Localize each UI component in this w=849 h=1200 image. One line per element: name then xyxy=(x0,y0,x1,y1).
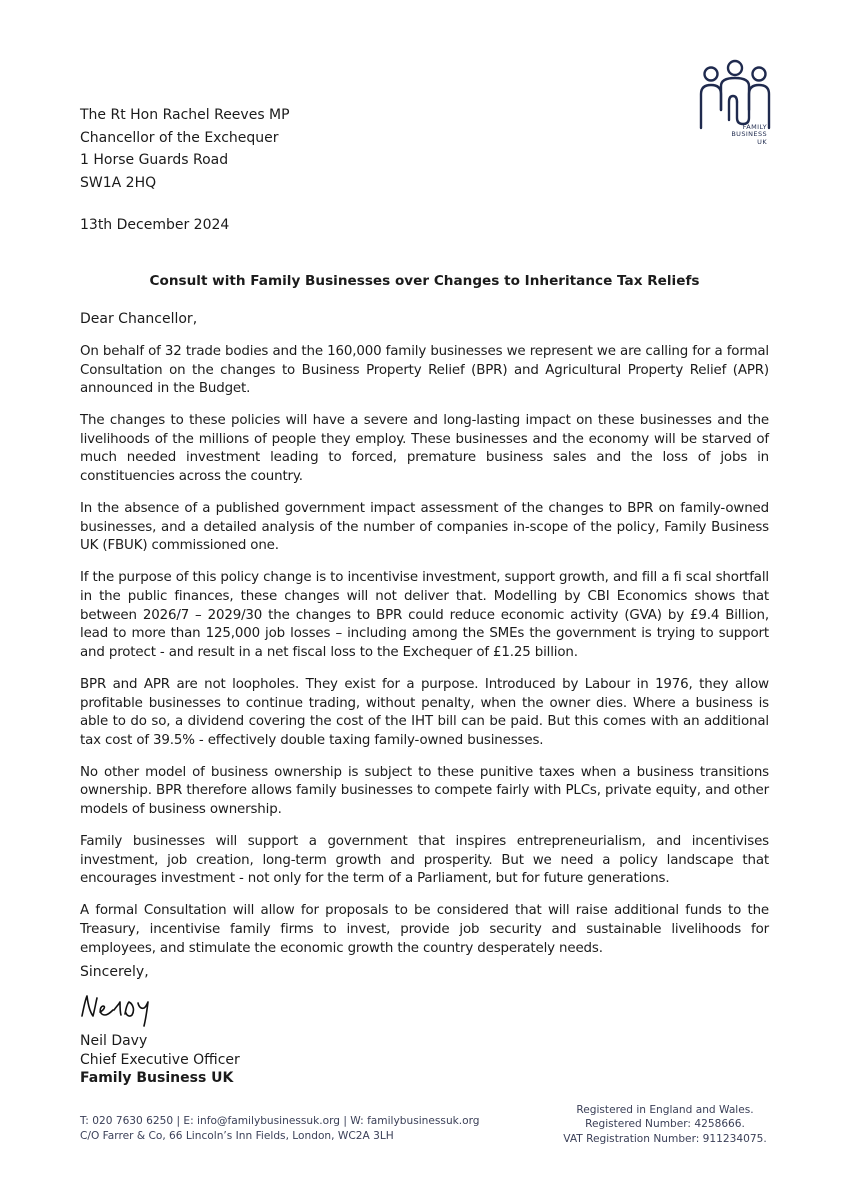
registration-line: Registered in England and Wales. xyxy=(576,1104,754,1116)
postal-address: C/O Farrer & Co, 66 Lincoln’s Inn Fields, London, WC2A 3LH xyxy=(80,1130,394,1142)
family-people-icon xyxy=(695,58,775,130)
paragraph: BPR and APR are not loopholes. They exist for a purpose. Introduced by Labour in 1976, they allow profitable businesses to continue trading, without penalty, when the owner dies. Where a business is able to do so, a dividend covering the cost of the IHT bill can be paid. But this comes with an additional tax cost of 39.5% - effectively double taxing family-owned businesses. xyxy=(80,676,769,748)
paragraph: No other model of business ownership is subject to these punitive taxes when a business transitions ownership. BPR therefore allows family businesses to compete fairly with PLCs, private equity, and other models of business ownership. xyxy=(80,764,769,817)
letter-body xyxy=(80,343,769,972)
registration-line: VAT Registration Number: 911234075. xyxy=(563,1132,767,1145)
paragraph: A formal Consultation will allow for proposals to be considered that will raise additional funds to the Treasury, incentivise family firms to invest, provide job security and sustainable livelihoods for employees, and stimulate the economic growth the country desperately needs. xyxy=(80,903,769,956)
recipient-postcode: SW1A 2HQ xyxy=(80,174,157,191)
letter-subject: Consult with Family Businesses over Changes to Inheritance Tax Reliefs xyxy=(149,273,700,289)
handwritten-signature xyxy=(78,986,178,1032)
signatory-title: Chief Executive Officer xyxy=(80,1051,240,1068)
paragraph: In the absence of a published government impact assessment of the changes to BPR on family-owned businesses, and a detailed analysis of the number of companies in-scope of the policy, Family Business UK (FBUK) commissioned one. xyxy=(80,501,769,554)
paragraph: The changes to these policies will have a severe and long-lasting impact on these businesses and the livelihoods of the millions of people they employ. These businesses and the economy will be starved of much needed investment leading to forced, premature business sales and the loss of jobs in constituencies across the country. xyxy=(80,413,769,485)
paragraph: Family businesses will support a government that inspires entrepreneurialism, and incentivises investment, job creation, long-term growth and prosperity. But we need a policy landscape that encourages investment - not only for the term of a Parliament, but for future generations. xyxy=(80,834,769,887)
recipient-address xyxy=(80,104,290,194)
footer-registration xyxy=(560,1103,770,1146)
registration-line: Registered Number: 4258666. xyxy=(585,1118,745,1131)
paragraph: On behalf of 32 trade bodies and the 160,000 family businesses we represent we are calling for a formal Consultation on the changes to Business Property Relief (BPR) and Agricultural Property Relief (APR) announced in the Budget. xyxy=(80,344,769,397)
recipient-name: The Rt Hon Rachel Reeves MP xyxy=(80,107,290,123)
signatory-name: Neil Davy xyxy=(80,1033,148,1049)
salutation: Dear Chancellor, xyxy=(80,311,198,327)
logo-wordmark: FAMILY BUSINESS UK xyxy=(731,123,767,146)
recipient-role: Chancellor of the Exchequer xyxy=(80,129,279,146)
closing: Sincerely, xyxy=(80,964,149,980)
signatory-organisation: Family Business UK xyxy=(80,1070,234,1086)
letter-date: 13th December 2024 xyxy=(80,217,230,233)
recipient-street: 1 Horse Guards Road xyxy=(80,152,229,168)
signatory-block xyxy=(80,1032,240,1088)
paragraph: If the purpose of this policy change is to incentivise investment, support growth, and fill a fi scal shortfall in the public finances, these changes will not deliver that. Modelling by CBI Economics shows that between 2026/7 – 2029/30 the changes to BPR could reduce economic activity (GVA) by £9.4 Billion, lead to more than 125,000 job losses – including among the SMEs the government is trying to support and protect - and result in a net fiscal loss to the Exchequer of £1.25 billion. xyxy=(80,570,769,660)
footer-contact xyxy=(80,1114,480,1144)
family-business-uk-logo xyxy=(695,58,775,156)
contact-details: T: 020 7630 6250 | E: info@familybusinessuk.org | W: familybusinessuk.org xyxy=(80,1115,480,1127)
